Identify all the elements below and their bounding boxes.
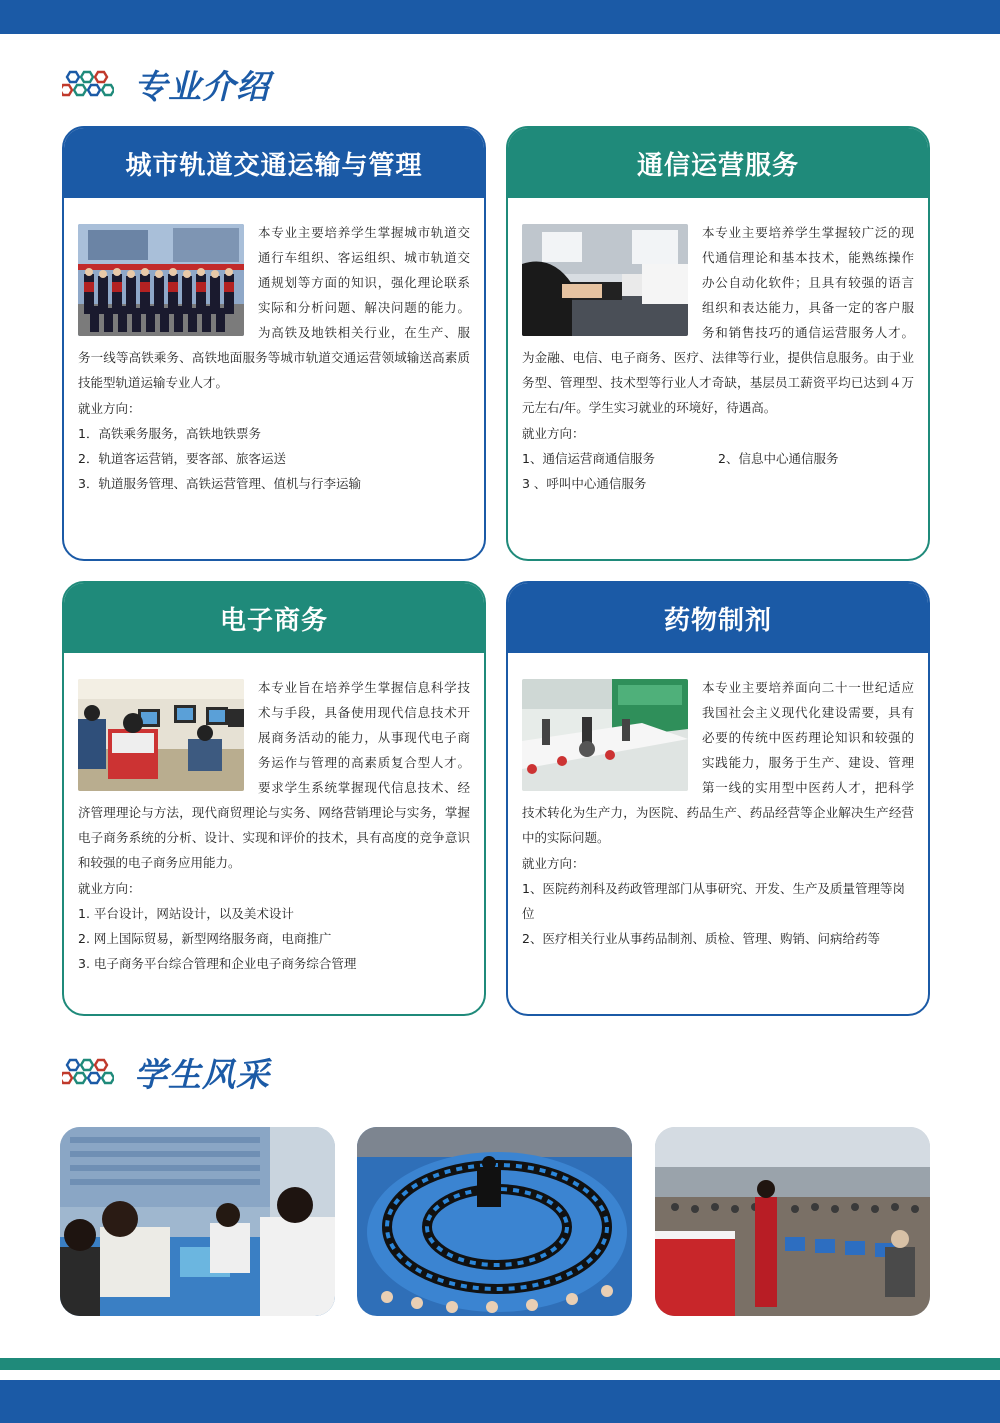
job-item: 1、通信运营商通信服务 xyxy=(522,451,655,466)
major-intro-text: 本专业主要培养面向二十一世纪适应我国社会主义现代化建设需要，具有必要的传统中医药理论知识和较强的实践能力，服务于生产、建设、管理第一线的实用型中医药人才，把科学技术转化为生产力，为医院、药品生产、药品经营等企业解决生产经营中的实际问题。 xyxy=(522,680,914,845)
major-card-body xyxy=(508,198,928,496)
job-item: 3. 电子商务平台综合管理和企业电子商务综合管理 xyxy=(78,956,357,971)
major-card-body xyxy=(64,198,484,496)
major-card-title: 通信运营服务 xyxy=(508,128,928,198)
major-card-title: 城市轨道交通运输与管理 xyxy=(64,128,484,198)
major-card-ecommerce xyxy=(62,581,486,1016)
job-item: 1. 平台设计，网站设计，以及美术设计 xyxy=(78,906,294,921)
job-item: 2、医疗相关行业从事药品制剂、质检、管理、购销、问病给药等 xyxy=(522,931,880,946)
job-item: 2．轨道客运营销，要客部、旅客运送 xyxy=(78,451,286,466)
major-card-pharma xyxy=(506,581,930,1016)
jobs-heading: 就业方向： xyxy=(78,881,141,896)
job-item: 3．轨道服务管理、高铁运营管理、值机与行李运输 xyxy=(78,476,361,491)
major-intro-text: 本专业旨在培养学生掌握信息科学技术与手段，具备使用现代信息技术开展商务活动的能力，从事现代电子商务运作与管理的高素质复合型人才。要求学生系统掌握现代信息技术、经济管理理论与方法，现代商贸理论与实务、网络营销理论与实务，掌握电子商务系统的分析、设计、实现和评价的技术，具有高度的竞争意识和较强的电子商务应用能力。 xyxy=(78,680,470,870)
hexagon-pattern-icon xyxy=(62,1057,114,1087)
typing-students-image xyxy=(522,224,688,336)
major-intro-text: 本专业主要培养学生掌握城市轨道交通行车组织、客运组织、城市轨道交通规划等方面的知识，强化理论联系实际和分析问题、解决问题的能力。为高铁及地铁相关行业，在生产、服务一线等高铁乘务、高铁地面服务等城市轨道交通运营领域输送高素质技能型轨道运输专业人才。 xyxy=(78,225,470,390)
job-item: 1．高铁乘务服务，高铁地铁票务 xyxy=(78,426,261,441)
job-item: 2. 网上国际贸易，新型网络服务商，电商推广 xyxy=(78,931,332,946)
job-item: 3 、呼叫中心通信服务 xyxy=(522,476,647,491)
jobs-heading: 就业方向： xyxy=(78,401,141,416)
computer-lab-image xyxy=(78,679,244,791)
job-item: 2、信息中心通信服务 xyxy=(718,451,839,466)
jobs-heading: 就业方向： xyxy=(522,426,585,441)
major-intro-text: 本专业主要培养学生掌握较广泛的现代通信理论和基本技术，能熟练操作办公自动化软件；且具有较强的语言组织和表达能力，具备一定的客户服务和销售技巧的通信运营服务人才。为金融、电信、电子商务、医疗、法律等行业，提供信息服务。由于业务型、管理型、技术型等行业人才奇缺，基层员工薪资平均已达到４万元左右/年。学生实习就业的环境好，待遇高。 xyxy=(522,225,914,415)
footer-teal-stripe xyxy=(0,1358,1000,1370)
gallery-photo-floor-formation xyxy=(357,1127,632,1316)
section-header-majors xyxy=(62,64,270,104)
section-title-majors: 专业介绍 xyxy=(134,66,270,106)
major-card-rail-transit xyxy=(62,126,486,561)
group-photo-image xyxy=(78,224,244,336)
section-header-students xyxy=(62,1052,270,1092)
top-banner-bar xyxy=(0,0,1000,34)
major-card-title: 药物制剂 xyxy=(508,583,928,653)
major-card-body xyxy=(508,653,928,951)
gallery-photo-ceremony xyxy=(655,1127,930,1316)
major-card-body xyxy=(64,653,484,976)
job-item: 1、医院药剂科及药政管理部门从事研究、开发、生产及质量管理等岗位 xyxy=(522,881,905,921)
section-title-students: 学生风采 xyxy=(134,1054,270,1094)
gallery-photo-outdoor-activity xyxy=(60,1127,335,1316)
laboratory-image xyxy=(522,679,688,791)
jobs-heading: 就业方向： xyxy=(522,856,585,871)
major-card-telecom xyxy=(506,126,930,561)
job-row xyxy=(522,446,914,471)
major-card-title: 电子商务 xyxy=(64,583,484,653)
hexagon-pattern-icon xyxy=(62,69,114,99)
footer-blue-bar xyxy=(0,1380,1000,1423)
